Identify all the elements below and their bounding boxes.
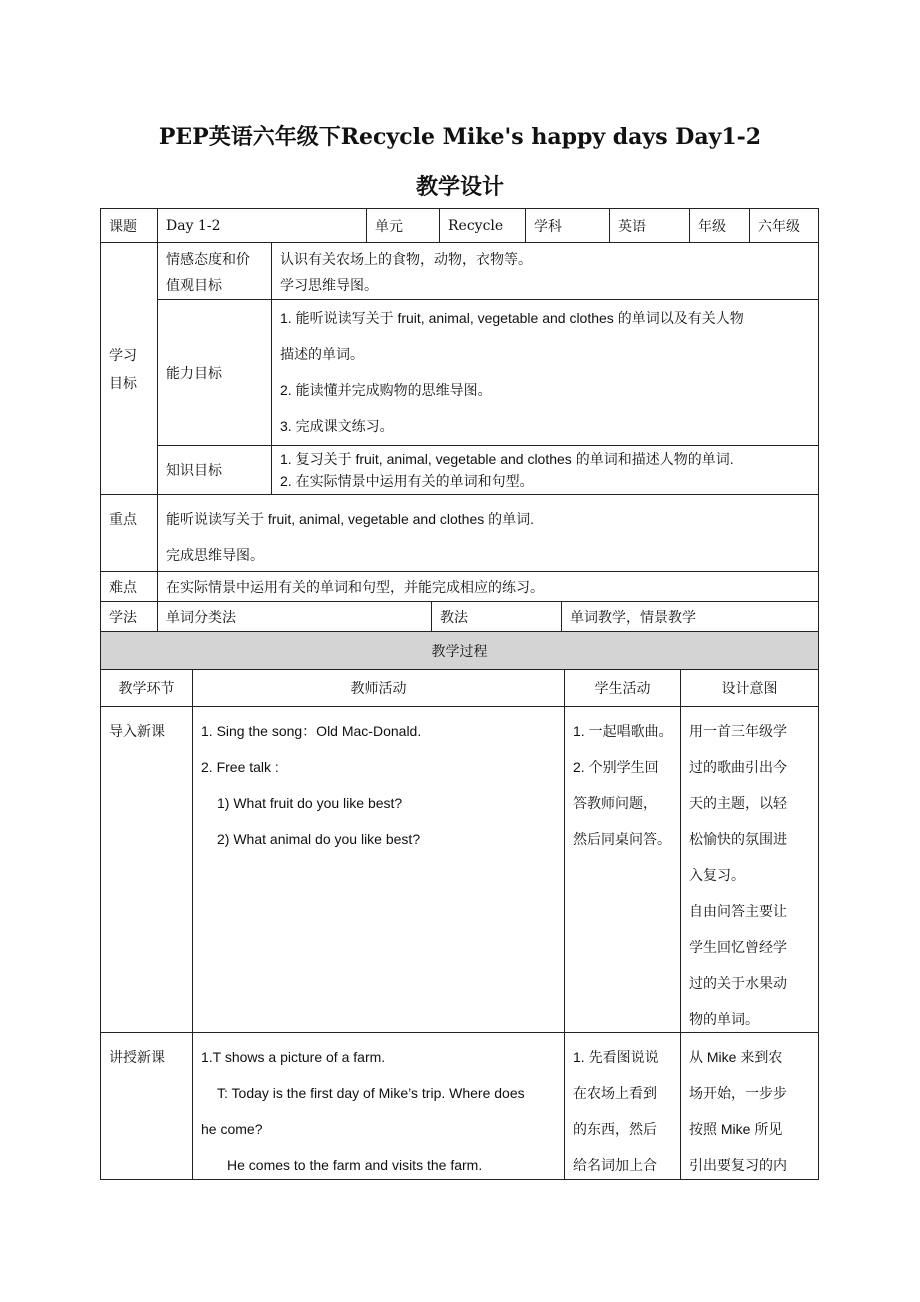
topic-label: 课题 <box>100 208 158 243</box>
student-line: 在农场上看到 <box>573 1085 657 1101</box>
intent-line: 入复习。 <box>689 867 745 883</box>
intent-line: 从 Mike 来到农 <box>689 1049 783 1065</box>
student-activity-cell <box>564 706 681 1033</box>
subject-label: 学科 <box>525 208 610 243</box>
teach-method-label: 教法 <box>431 601 562 632</box>
intent-line: 物的单词。 <box>689 1011 759 1027</box>
teacher-activity-cell <box>192 706 565 1033</box>
teacher-line: 1. Sing the song：Old Mac-Donald. <box>201 723 422 739</box>
intent-line: 用一首三年级学 <box>689 723 787 739</box>
teacher-line: 2. Free talk : <box>201 759 279 775</box>
teach-method: 单词教学，情景教学 <box>561 601 819 632</box>
teacher-line: 1.T shows a picture of a farm. <box>201 1049 386 1065</box>
key-points <box>157 494 819 572</box>
knowledge-goals <box>271 445 819 495</box>
ability-line: 描述的单词。 <box>280 346 364 362</box>
student-line: 1. 先看图说说 <box>573 1049 659 1065</box>
goals-label-text: 学习目标 <box>109 346 137 391</box>
col-header-student: 学生活动 <box>564 669 681 707</box>
doc-title: PEP英语六年级下Recycle Mike's happy days Day1-2 <box>158 124 762 150</box>
knowledge-line: 1. 复习关于 fruit, animal, vegetable and clothes 的单词和描述人物的单词. <box>280 451 734 467</box>
goals-label <box>100 242 158 495</box>
intent-line: 按照 Mike 所见 <box>689 1121 783 1137</box>
teacher-line: T: Today is the first day of Mike’s trip. Where does <box>217 1085 525 1101</box>
study-method-label: 学法 <box>100 601 158 632</box>
intent-line: 松愉快的氛围进 <box>689 831 787 847</box>
subject-value: 英语 <box>609 208 690 243</box>
process-title: 教学过程 <box>100 631 819 670</box>
emotion-goals <box>271 242 819 300</box>
grade-label: 年级 <box>689 208 750 243</box>
doc-subtitle: 教学设计 <box>415 174 504 200</box>
ability-goals <box>271 299 819 446</box>
emotion-label: 情感态度和价值观目标 <box>157 242 272 300</box>
teacher-line: he come? <box>201 1121 263 1137</box>
intent-line: 自由问答主要让 <box>689 903 787 919</box>
teacher-line: 2) What animal do you like best? <box>217 831 421 847</box>
student-line: 2. 个别学生回 <box>573 759 659 775</box>
stage-cell: 讲授新课 <box>100 1032 193 1180</box>
student-line: 答教师问题， <box>573 795 657 811</box>
col-header-teacher: 教师活动 <box>192 669 565 707</box>
teacher-activity-cell <box>192 1032 565 1180</box>
topic-value: Day 1-2 <box>157 208 367 243</box>
student-line: 然后同桌问答。 <box>573 831 671 847</box>
ability-line: 2. 能读懂并完成购物的思维导图。 <box>280 382 492 398</box>
student-line: 给名词加上合 <box>573 1157 657 1173</box>
design-intent-cell <box>680 1032 819 1180</box>
design-intent-cell <box>680 706 819 1033</box>
ability-label: 能力目标 <box>157 299 272 446</box>
teacher-line: He comes to the farm and visits the farm. <box>227 1157 483 1173</box>
key-point-line: 能听说读写关于 fruit, animal, vegetable and clothes 的单词. <box>166 511 535 527</box>
ability-line: 1. 能听说读写关于 fruit, animal, vegetable and clothes 的单词以及有关人物 <box>280 310 744 326</box>
col-header-intent: 设计意图 <box>680 669 819 707</box>
emotion-line: 学习思维导图。 <box>280 277 378 293</box>
intent-line: 天的主题，以轻 <box>689 795 787 811</box>
intent-line: 过的歌曲引出今 <box>689 759 787 775</box>
intent-line: 引出要复习的内 <box>689 1157 787 1173</box>
col-header-stage: 教学环节 <box>100 669 193 707</box>
knowledge-label: 知识目标 <box>157 445 272 495</box>
intent-line: 学生回忆曾经学 <box>689 939 787 955</box>
key-point-line: 完成思维导图。 <box>166 547 264 563</box>
emotion-line: 认识有关农场上的食物，动物，衣物等。 <box>280 251 532 267</box>
key-points-label: 重点 <box>100 494 158 572</box>
unit-label: 单元 <box>366 208 440 243</box>
student-line: 1. 一起唱歌曲。 <box>573 723 673 739</box>
knowledge-line: 2. 在实际情景中运用有关的单词和句型。 <box>280 473 534 489</box>
study-method: 单词分类法 <box>157 601 432 632</box>
difficulty-label: 难点 <box>100 571 158 602</box>
teacher-line: 1) What fruit do you like best? <box>217 795 403 811</box>
grade-value: 六年级 <box>749 208 819 243</box>
intent-line: 场开始，一步步 <box>689 1085 787 1101</box>
student-activity-cell <box>564 1032 681 1180</box>
student-line: 的东西，然后 <box>573 1121 657 1137</box>
ability-line: 3. 完成课文练习。 <box>280 418 394 434</box>
stage-cell: 导入新课 <box>100 706 193 1033</box>
unit-value: Recycle <box>439 208 526 243</box>
intent-line: 过的关于水果动 <box>689 975 787 991</box>
difficulty-text: 在实际情景中运用有关的单词和句型，并能完成相应的练习。 <box>157 571 819 602</box>
